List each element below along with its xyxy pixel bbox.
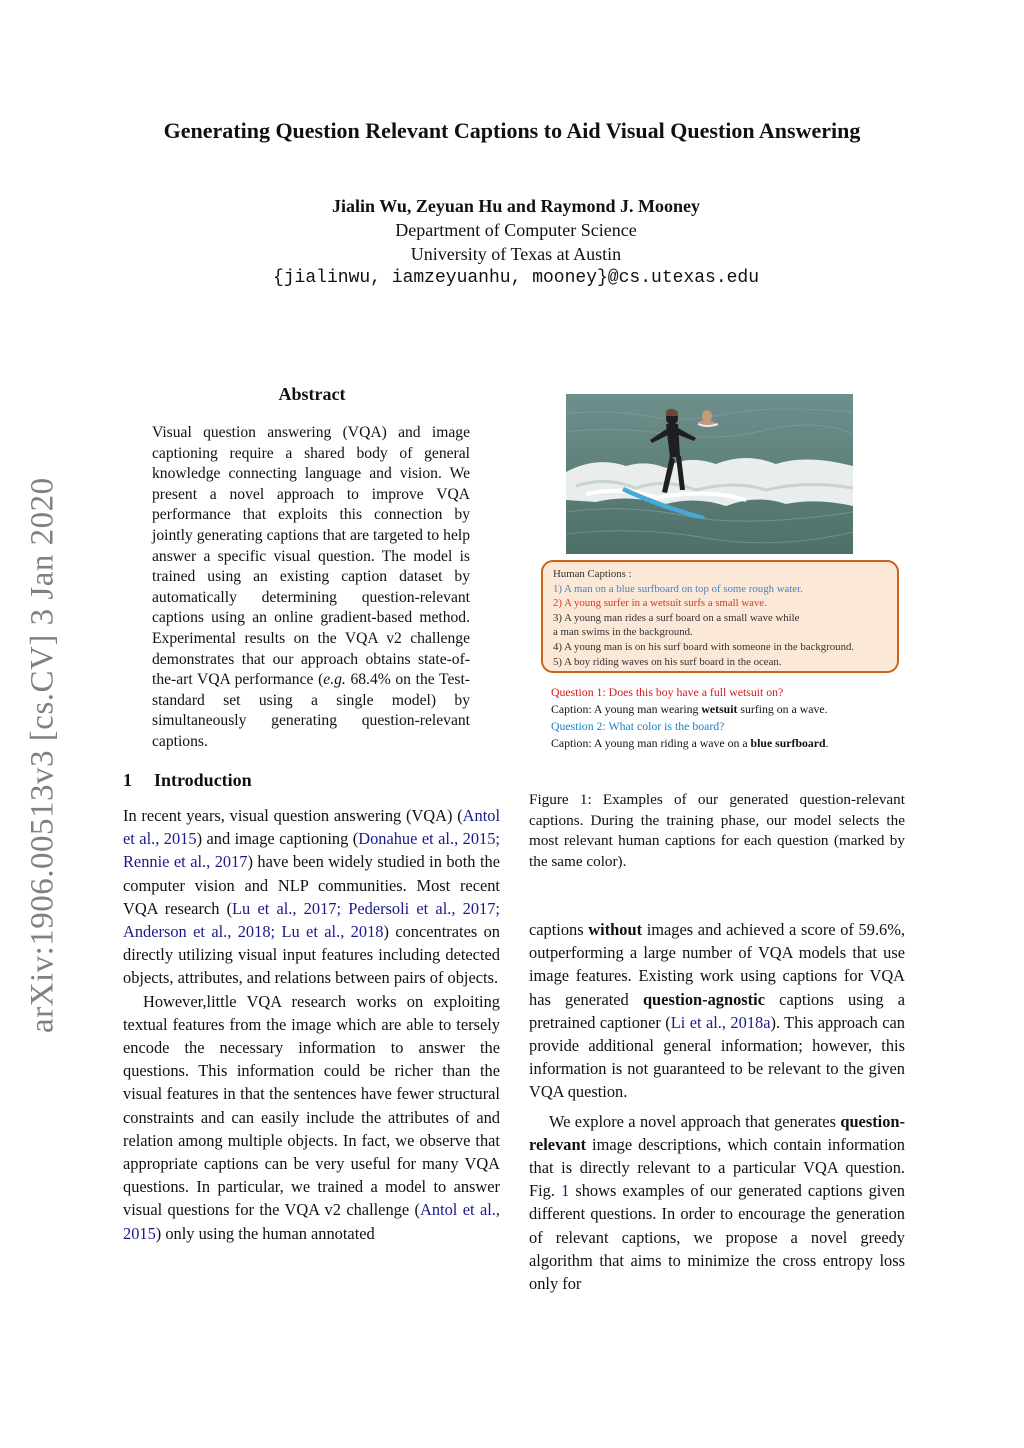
citation-link[interactable]: Antol et al., 2015 bbox=[123, 1200, 500, 1243]
author-emails: {jialinwu, iamzeyuanhu, mooney}@cs.utexas.edu bbox=[272, 268, 760, 288]
human-captions-heading: Human Captions : bbox=[553, 568, 632, 580]
affiliation-university: University of Texas at Austin bbox=[410, 244, 622, 264]
intro-paragraph-1: In recent years, visual question answering (VQA) (Antol et al., 2015) and image captioning (Donahue et al., 2015; Rennie et al., 2017) have been widely studied in both the computer vision and NLP communities. Most recent VQA research (Lu et al., 2017; Pedersoli et al., 2017; Anderson et al., 2018; Lu et al., 2018) concentrates on directly utilizing visual input features including detected objects, attributes, and relations between pairs of objects. bbox=[123, 806, 500, 988]
affiliation-department: Department of Computer Science bbox=[395, 220, 637, 240]
abstract-text: Visual question answering (VQA) and image captioning require a shared body of general knowledge connecting language and vision. We present a novel approach to improve VQA performance that exploits this connection by jointly generating captions that are targeted to help answer a specific visual question. The model is trained using an existing caption dataset by automatically determining question-relevant captions using an online gradient-based method. Experimental results on the VQA v2 challenge demonstrates that our approach obtains state-of-the-art VQA performance (e.g. 68.4% on the Test-standard set using a single model) by simultaneously generating question-relevant captions. bbox=[152, 424, 471, 750]
human-caption-1: 1) A man on a blue surfboard on top of some rough water. bbox=[553, 582, 803, 595]
figure-1-caption: Figure 1: Examples of our generated question-relevant captions. During the training phase, our model selects the most relevant human captions for each question (marked by the same color). bbox=[529, 791, 905, 870]
human-caption-3-continued: a man swims in the background. bbox=[553, 626, 693, 639]
question-2: Question 2: What color is the board? bbox=[551, 719, 725, 733]
human-captions-box bbox=[541, 560, 899, 673]
surfer-photo bbox=[566, 394, 853, 554]
human-caption-4: 4) A young man is on his surf board with someone in the background. bbox=[553, 640, 855, 653]
question-1: Question 1: Does this boy have a full wetsuit on? bbox=[551, 685, 784, 699]
intro-paragraph-3: captions without images and achieved a score of 59.6%, outperforming a large number of VQA models that use image features. Existing work using captions for VQA has generated question-agnostic captions using a pretrained captioner (Li et al., 2018a). This approach can provide additional general information; however, this information is not guaranteed to be relevant to the given VQA question. bbox=[529, 920, 905, 1102]
human-caption-3: 3) A young man rides a surf board on a small wave while bbox=[553, 611, 800, 624]
introduction-left-column bbox=[123, 804, 500, 1245]
section-heading-introduction: 1 Introduction bbox=[123, 770, 252, 790]
citation-link[interactable]: Li et al., 2018a bbox=[670, 1012, 771, 1032]
intro-paragraph-4: We explore a novel approach that generates question-relevant image descriptions, which contain information that is directly relevant to a particular VQA question. Fig. 1 shows examples of our generated captions given different questions. In order to encourage the generation of relevant captions, we propose a novel greedy algorithm that aims to minimize the cross entropy loss only for bbox=[529, 1111, 905, 1294]
citation-link[interactable]: Lu et al., 2017; Pedersoli et al., 2017; Anderson et al., 2018; Lu et al., 2018 bbox=[123, 898, 500, 942]
abstract-heading: Abstract bbox=[278, 384, 346, 404]
introduction-right-column bbox=[529, 918, 905, 1295]
figure-reference-link[interactable]: 1 bbox=[561, 1181, 570, 1201]
generated-caption-1: Caption: A young man wearing wetsuit surfing on a wave. bbox=[551, 702, 828, 716]
human-caption-5: 5) A boy riding waves on his surf board in the ocean. bbox=[553, 655, 782, 668]
citation-link[interactable]: Donahue et al., 2015; Rennie et al., 2017 bbox=[123, 829, 500, 872]
paper-title: Generating Question Relevant Captions to Aid Visual Question Answering bbox=[163, 118, 861, 143]
authors: Jialin Wu, Zeyuan Hu and Raymond J. Mooney bbox=[332, 196, 700, 216]
citation-link[interactable]: Antol et al., 2015 bbox=[123, 806, 500, 849]
generated-caption-2: Caption: A young man riding a wave on a blue surfboard. bbox=[551, 736, 829, 750]
intro-paragraph-2: However,little VQA research works on exploiting textual features from the image which are able to tersely encode the necessary information to answer the questions. This information could be richer than the visual features in that the sentences have fewer structural constraints and can easily include the attributes of and relation among multiple objects. In fact, we observe that appropriate captions can be very useful for many VQA questions. In particular, we trained a model to answer visual questions for the VQA v2 challenge (Antol et al., 2015) only using the human annotated bbox=[123, 991, 500, 1243]
question-caption-examples bbox=[551, 684, 911, 752]
human-caption-2: 2) A young surfer in a wetsuit surfs a small wave. bbox=[553, 597, 767, 610]
arxiv-identifier: arXiv:1906.00513v3 [cs.CV] 3 Jan 2020 bbox=[24, 477, 61, 1033]
